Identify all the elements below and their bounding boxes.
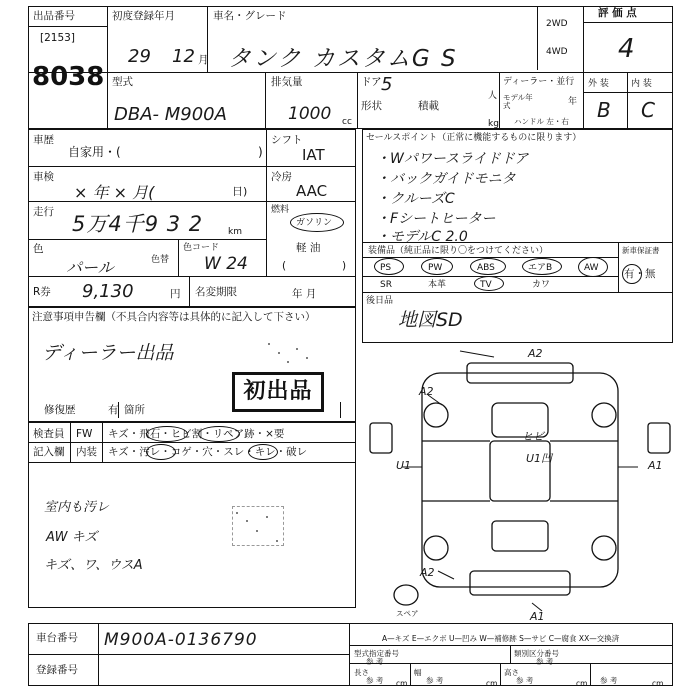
interior-label: 内 装: [631, 79, 652, 89]
width-label: 幅: [414, 668, 422, 677]
type-cert-ref: 参 考: [366, 657, 384, 666]
chassis-label: 車台番号: [36, 632, 78, 644]
height-label: 高さ: [504, 668, 519, 677]
class-num-ref: 参 考: [536, 657, 554, 666]
type-label: 型式: [112, 76, 133, 88]
drive-4wd[interactable]: 4WD: [546, 47, 568, 57]
mark-u1-center: U1凹: [526, 452, 553, 465]
repair-suffix: 箇所: [124, 404, 145, 416]
aftermarket-value: 地図SD: [398, 309, 463, 331]
faint-stamp: [232, 506, 284, 546]
fuel-gas[interactable]: ガソリン: [296, 218, 333, 228]
lot-number: 8038: [32, 62, 105, 92]
displacement-value: 1000: [288, 104, 332, 124]
equip-tv[interactable]: TV: [480, 280, 492, 290]
color-code-value: W 24: [204, 254, 248, 274]
int-label: 内装: [76, 446, 97, 458]
fuel-label: 燃料: [271, 205, 290, 215]
sales-item-3: ・クルーズC: [376, 191, 455, 207]
fw-label: FW: [76, 428, 93, 440]
load-label: 積載: [418, 100, 439, 112]
int-items: キズ・汚レ・コゲ・穴・スレ・キレ・破レ: [108, 446, 308, 458]
class-num-label: 類別区分番号: [514, 649, 559, 658]
mileage-label: 走行: [33, 206, 54, 218]
year-unit: 年: [568, 97, 578, 107]
ac-value: AAC: [296, 182, 328, 200]
width-unit: cm: [486, 679, 498, 688]
mileage-unit: km: [228, 227, 242, 237]
shift-value: IAT: [302, 146, 325, 164]
inspection-label: 車検: [33, 171, 54, 183]
fw-items: キズ・飛石・ヒビ割・リペア跡・×要: [108, 428, 285, 440]
length-ref: 参 考: [366, 676, 384, 685]
height-unit: cm: [576, 679, 588, 688]
history-close: ): [258, 145, 263, 159]
sales-label: セールスポイント（正常に機能するものに限ります）: [366, 133, 582, 143]
repair-label: 修復歴: [44, 404, 76, 416]
chassis-value: M900A-0136790: [104, 630, 258, 650]
sales-item-2: ・バックガイドモニタ: [376, 171, 516, 187]
type-value: DBA- M900A: [114, 104, 227, 125]
length-label: 長さ: [354, 668, 369, 677]
notes-value: ディーラー出品: [42, 342, 174, 364]
reg-month: 12: [172, 46, 195, 67]
model-name: タンク カスタムG S: [228, 46, 458, 72]
equip-airbag[interactable]: エアB: [528, 263, 553, 273]
doors-label: ドア: [361, 76, 382, 88]
inspector-note-1: 室内も汚レ: [44, 500, 110, 515]
exterior-grade: B: [597, 98, 611, 122]
first-listing-stamp: 初出品: [232, 372, 324, 412]
fuel-close: ): [342, 260, 347, 272]
fuel-diesel[interactable]: 軽 油: [296, 242, 321, 254]
reg-year: 29: [128, 46, 151, 67]
equip-sr[interactable]: SR: [380, 280, 392, 290]
inspection-value: × 年 × 月(: [74, 183, 155, 202]
lot-sub: [2153]: [40, 32, 75, 44]
recycle-value: 9,130: [82, 281, 134, 302]
equip-ps[interactable]: PS: [380, 263, 392, 273]
inspection-day-unit: 日): [232, 185, 248, 198]
drive-2wd[interactable]: 2WD: [546, 19, 568, 29]
notes-label: 注意事項申告欄（不具合内容等は具体的に記入して下さい）: [32, 311, 316, 323]
warranty-label: 新車保証書: [622, 246, 660, 255]
extra-unit: cm: [652, 679, 664, 688]
shift-label: シフト: [271, 134, 303, 146]
shape-label: 形状: [361, 100, 382, 112]
inspector-note-3: キズ、ワ、ウスA: [44, 558, 143, 573]
score-value: 4: [618, 34, 635, 64]
mileage-value: 5万4千9 3 2: [72, 212, 204, 236]
equip-kawa[interactable]: カワ: [532, 280, 551, 290]
model-year-label: モデル年式: [503, 93, 533, 110]
car-diagram: [362, 343, 673, 623]
inspector-label-2: 記入欄: [33, 446, 65, 458]
lot-label: 出品番号: [33, 10, 75, 22]
reg-label: 登録番号: [36, 664, 78, 676]
capacity-unit: 人: [488, 91, 498, 101]
color-code-label-a: 色替: [151, 255, 170, 265]
first-reg-label: 初度登録年月: [112, 10, 175, 22]
length-unit: cm: [396, 679, 408, 688]
aftermarket-label: 後日品: [366, 296, 394, 306]
history-label: 車歴: [33, 134, 54, 146]
history-value: 自家用・(: [68, 145, 121, 159]
mark-a1-rear: A1: [530, 610, 545, 623]
equip-aw[interactable]: AW: [584, 263, 599, 273]
color-label: 色: [33, 243, 44, 255]
recycle-label: R券: [33, 286, 51, 298]
height-ref: 参 考: [516, 676, 534, 685]
type-cert-label: 型式指定番号: [354, 649, 399, 658]
mark-a2-top: A2: [528, 347, 543, 360]
inspector-note-2: AW キズ: [46, 530, 98, 545]
mark-spare: スペア: [396, 609, 419, 618]
sales-item-1: ・Wパワースライドドア: [376, 151, 529, 167]
registration-value: 年 月: [292, 288, 317, 300]
displacement-label: 排気量: [271, 76, 303, 88]
steering-label: ハンドル 左・右: [514, 117, 569, 126]
color-value: パール: [66, 258, 114, 277]
equip-abs[interactable]: ABS: [477, 263, 495, 273]
sales-item-5: ・モデルC 2.0: [376, 229, 468, 245]
color-code-label-b: 色コード: [183, 243, 220, 253]
exterior-label: 外 装: [588, 79, 609, 89]
legend: A—キズ E—エクボ U—凹み W—補修跡 S—サビ C—腐食 XX—交換済: [382, 634, 620, 643]
sales-item-4: ・Fシートヒーター: [376, 211, 496, 227]
fuel-paren: (: [282, 260, 287, 272]
mark-a1-right: A1: [648, 459, 663, 472]
dealer-label: ディーラー・並行: [503, 77, 575, 87]
model-label: 車名・グレード: [213, 10, 287, 22]
equip-pw[interactable]: PW: [428, 263, 443, 273]
mark-a2-rear: A2: [420, 566, 435, 579]
load-unit: kg: [488, 119, 499, 129]
registration-label: 名変期限: [195, 286, 237, 298]
recycle-unit: 円: [170, 288, 181, 300]
width-ref: 参 考: [426, 676, 444, 685]
displacement-unit: cc: [342, 117, 352, 127]
doors-value: 5: [381, 74, 393, 95]
equipment-label: 装備品（純正品に限り〇をつけてください）: [368, 246, 549, 256]
ac-label: 冷房: [271, 171, 292, 183]
inspector-label-1: 検査員: [33, 428, 65, 440]
repair-value[interactable]: 有: [108, 404, 119, 416]
reg-month-unit: 月: [198, 54, 209, 66]
warranty-value[interactable]: 有・無: [624, 268, 656, 280]
mark-a2-left: A2: [419, 385, 434, 398]
mark-crack: ヒビ: [522, 430, 544, 443]
equip-leather[interactable]: 本革: [428, 280, 447, 290]
mark-u1-left: U1: [396, 459, 412, 472]
score-label: 評 価 点: [598, 7, 637, 19]
extra-ref: 参 考: [600, 676, 618, 685]
interior-grade: C: [641, 98, 655, 122]
